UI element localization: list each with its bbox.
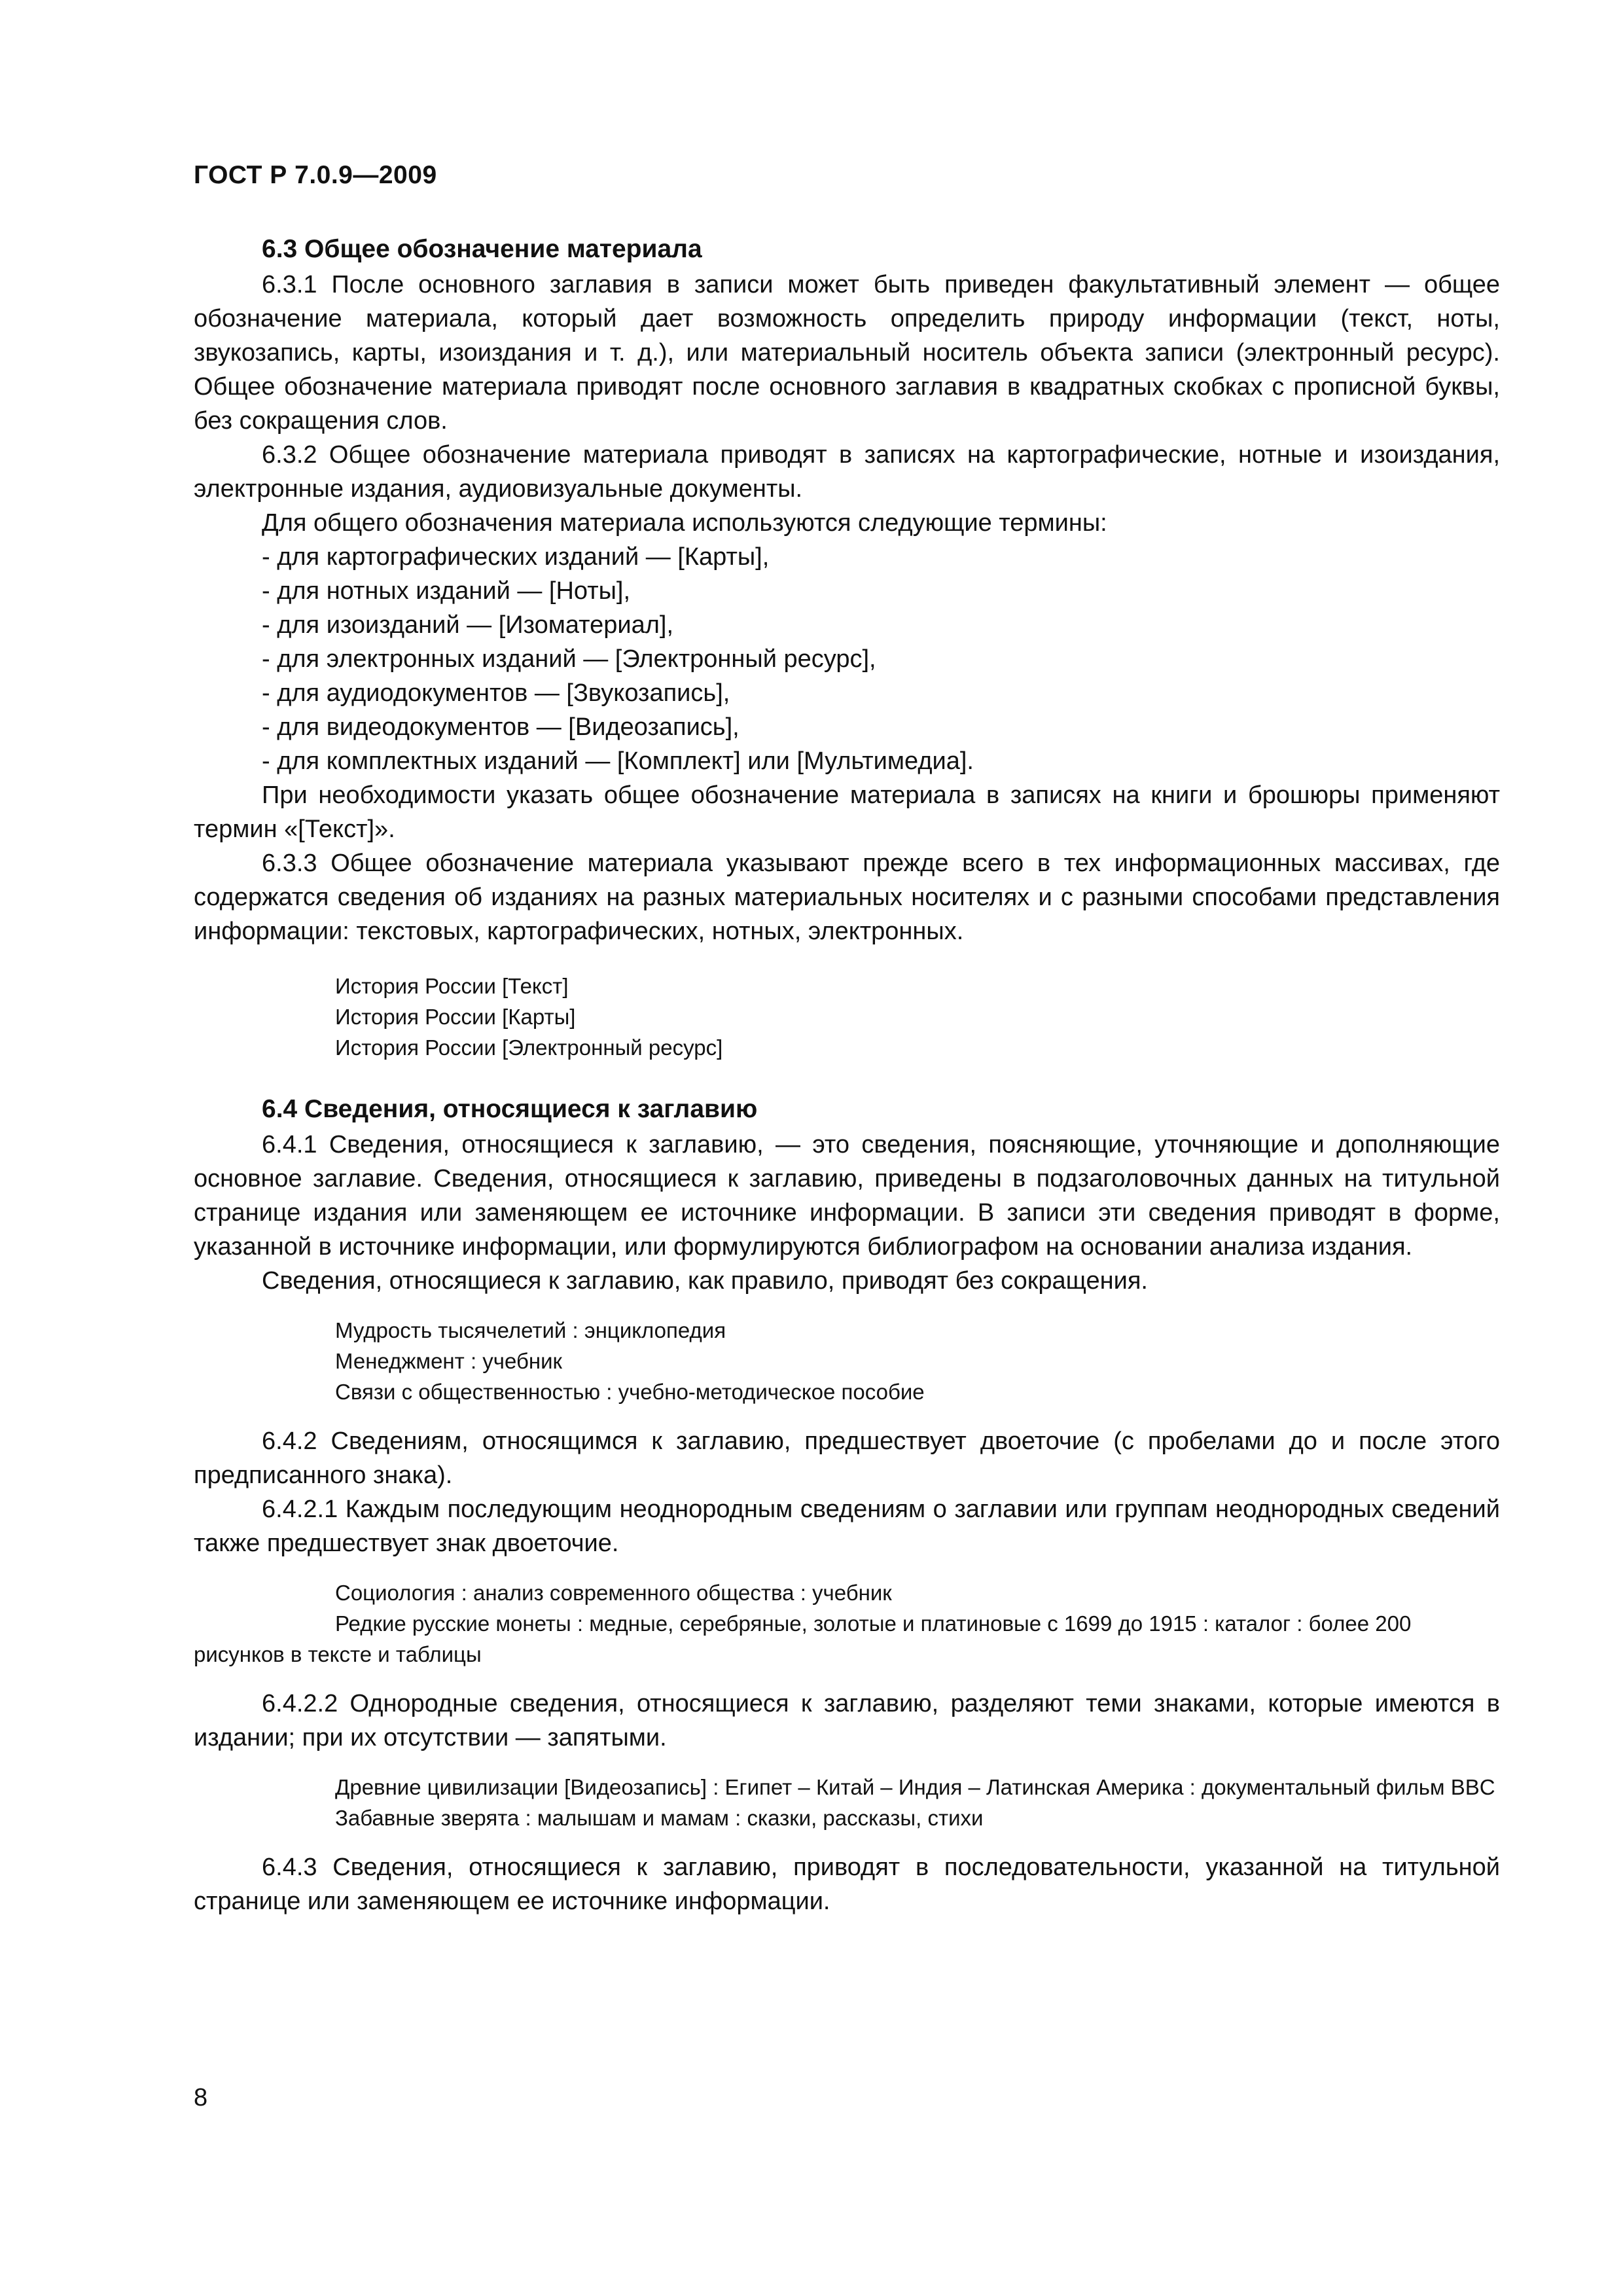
example-line: История России [Текст] [335,974,569,998]
term-item: - для аудиодокументов — [Звукозапись], [262,679,730,707]
paragraph-6-4-2: 6.4.2 Сведениям, относящимся к заглавию, предшествует двоеточие (с пробелами до и после этого предписанного знака). [194,1427,1500,1489]
example-line: Мудрость тысячелетий : энциклопедия [335,1318,726,1342]
example-line: Древние цивилизации [Видеозапись] : Египет – Китай – Индия – Латинская Америка : документальный фильм BBC [335,1775,1495,1799]
example-line: Социология : анализ современного общества : учебник [335,1581,892,1605]
term-item: - для комплектных изданий — [Комплект] или [Мультимедиа]. [262,747,974,775]
examples-6-3 [194,971,1500,1063]
document-header: ГОСТ Р 7.0.9—2009 [194,161,437,189]
example-line: История России [Электронный ресурс] [335,1035,723,1060]
example-line: Забавные зверята : малышам и мамам : сказки, рассказы, стихи [335,1806,984,1830]
example-line: Менеджмент : учебник [335,1349,562,1373]
page-number: 8 [194,2084,208,2111]
paragraph-text-term: При необходимости указать общее обозначение материала в записях на книги и брошюры применяют термин «[Текст]». [194,781,1500,843]
terms-list [194,540,1500,778]
paragraph-6-3-1: 6.3.1 После основного заглавия в записи может быть приведен факультативный элемент — общее обозначение материала, который дает возможность определить природу информации (текст, ноты, звукозапись, карты, изоиздания и т. д.), или материальный носитель объекта записи (электронный ресурс). Общее обозначение материала приводят после основного заглавия в квадратных скобках с прописной буквы, без сокращения слов. [194,271,1500,435]
paragraph-6-4-3: 6.4.3 Сведения, относящиеся к заглавию, приводят в последовательности, указанной на титульной странице или заменяющем ее источнике информации. [194,1854,1500,1915]
section-title-6-3: 6.3 Общее обозначение материала [262,235,702,263]
examples-6-4-2-2 [194,1772,1500,1833]
example-line: Редкие русские монеты : медные, серебряные, золотые и платиновые с 1699 до 1915 : каталог : более 200 рисунков в тексте и таблицы [194,1611,1412,1666]
terms-intro: Для общего обозначения материала используются следующие термины: [262,509,1107,537]
example-line: История России [Карты] [335,1005,576,1029]
examples-6-4-2-1 [194,1577,1500,1670]
term-item: - для видеодокументов — [Видеозапись], [262,713,740,741]
paragraph-6-4-2-1: 6.4.2.1 Каждым последующим неоднородным сведениям о заглавии или группам неоднородных сведений также предшествует знак двоеточие. [194,1496,1500,1557]
example-line: Связи с общественностью : учебно-методическое пособие [335,1380,925,1404]
term-item: - для электронных изданий — [Электронный ресурс], [262,645,876,673]
examples-6-4-1 [194,1315,1500,1407]
term-item: - для изоизданий — [Изоматериал], [262,611,674,639]
paragraph-6-4-1: 6.4.1 Сведения, относящиеся к заглавию, — это сведения, поясняющие, уточняющие и дополняющие основное заглавие. Сведения, относящиеся к заглавию, приведены в подзаголовочных данных на титульной странице издания или заменяющем ее источнике информации. В записи эти сведения приводят в форме, указанной в источнике информации, или формулируются библиографом на основании анализа издания. [194,1131,1500,1261]
paragraph-6-3-3: 6.3.3 Общее обозначение материала указывают прежде всего в тех информационных массивах, где содержатся сведения об изданиях на разных материальных носителях и с разными способами представления информации: текстовых, картографических, нотных, электронных. [194,850,1500,945]
paragraph-no-abbrev: Сведения, относящиеся к заглавию, как правило, приводят без сокращения. [262,1267,1148,1295]
term-item: - для нотных изданий — [Ноты], [262,577,631,605]
section-title-6-4: 6.4 Сведения, относящиеся к заглавию [262,1095,758,1123]
paragraph-6-4-2-2: 6.4.2.2 Однородные сведения, относящиеся к заглавию, разделяют теми знаками, которые имеются в издании; при их отсутствии — запятыми. [194,1690,1500,1751]
page-body [194,232,1500,1918]
paragraph-6-3-2: 6.3.2 Общее обозначение материала приводят в записях на картографические, нотные и изоиздания, электронные издания, аудиовизуальные документы. [194,441,1500,503]
term-item: - для картографических изданий — [Карты], [262,543,770,571]
